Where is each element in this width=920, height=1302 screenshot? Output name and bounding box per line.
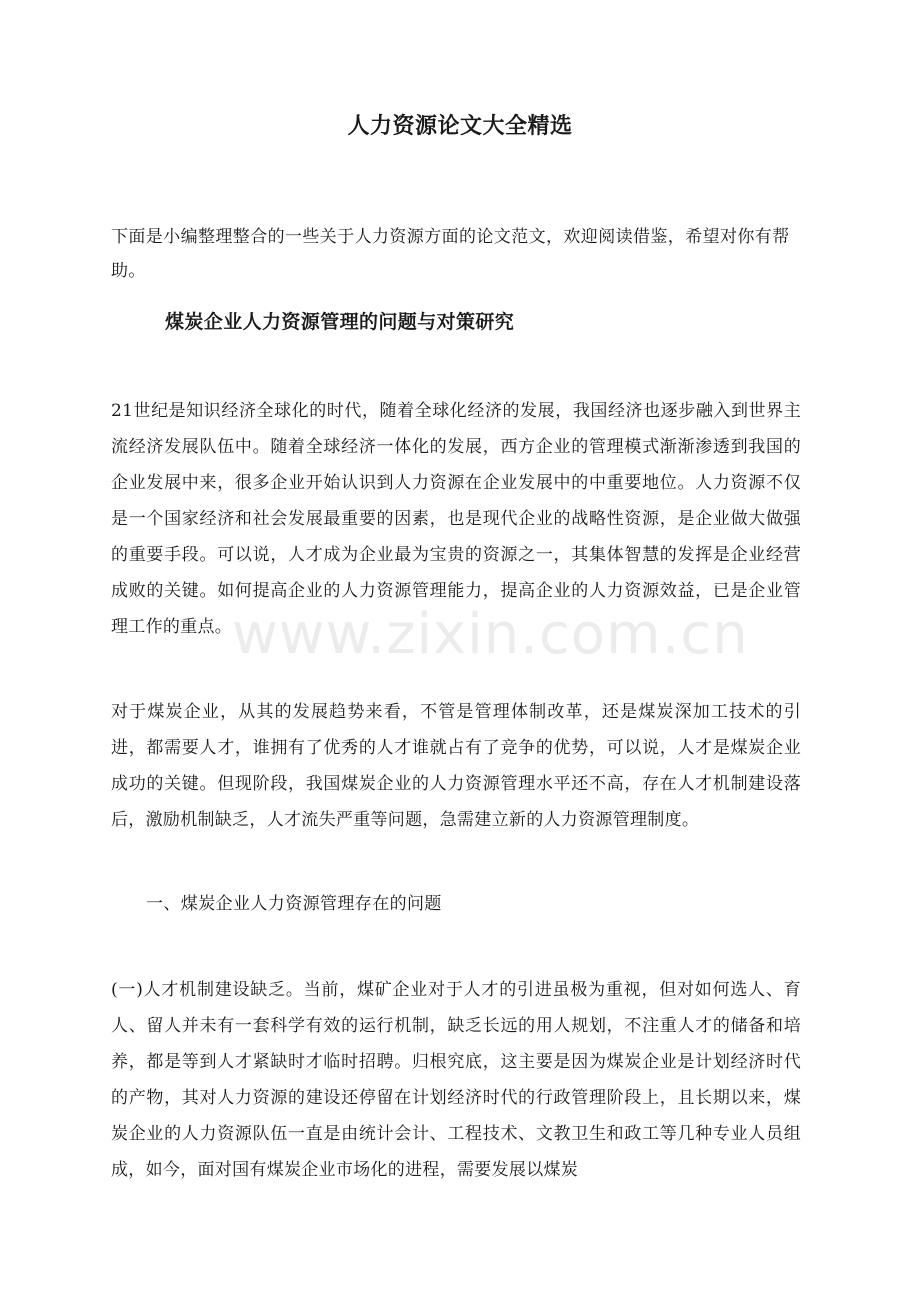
watermark: www.zixin.com.cn [232,602,749,667]
intro-paragraph: 下面是小编整理整合的一些关于人力资源方面的论文范文，欢迎阅读借鉴，希望对你有帮助。 [111,227,790,281]
body-paragraph-2: 对于煤炭企业，从其的发展趋势来看，不管是管理体制改革，还是煤炭深加工技术的引进，都需要人才，谁拥有了优秀的人才谁就占有了竞争的优势，可以说，人才是煤炭企业成功的关键。但现阶段，我国煤炭企业的人力资源管理水平还不高，存在人才机制建设落后，激励机制缺乏，人才流失严重等问题，急需建立新的人力资源管理制度。 [111,702,801,830]
body-paragraph-3: (一)人才机制建设缺乏。当前，煤矿企业对于人才的引进虽极为重视，但对如何选人、育人、留人并未有一套科学有效的运行机制，缺乏长远的用人规划，不注重人才的储备和培养，都是等到人才紧缺时才临时招聘。归根究底，这主要是因为煤炭企业是计划经济时代的产物，其对人力资源的建设还停留在计划经济时代的行政管理阶段上，且长期以来，煤炭企业的人力资源队伍一直是由统计会计、工程技术、文教卫生和政工等几种专业人员组成，如今，面对国有煤炭企业市场化的进程，需要发展以煤炭 [111,980,801,1180]
section-heading: 一、煤炭企业人力资源管理存在的问题 [146,894,442,914]
document-title: 人力资源论文大全精选 [347,114,573,139]
article-title: 煤炭企业人力资源管理的问题与对策研究 [165,311,515,333]
body-paragraph-1: 21世纪是知识经济全球化的时代，随着全球化经济的发展，我国经济也逐步融入到世界主流经济发展队伍中。随着全球经济一体化的发展，西方企业的管理模式渐渐渗透到我国的企业发展中来，很多企业开始认识到人力资源在企业发展中的中重要地位。人力资源不仅是一个国家经济和社会发展最重要的因素，也是现代企业的战略性资源，是企业做大做强的重要手段。可以说，人才成为企业最为宝贵的资源之一，其集体智慧的发挥是企业经营成败的关键。如何提高企业的人力资源管理能力，提高企业的人力资源效益，已是企业管理工作的重点。 [111,401,801,637]
